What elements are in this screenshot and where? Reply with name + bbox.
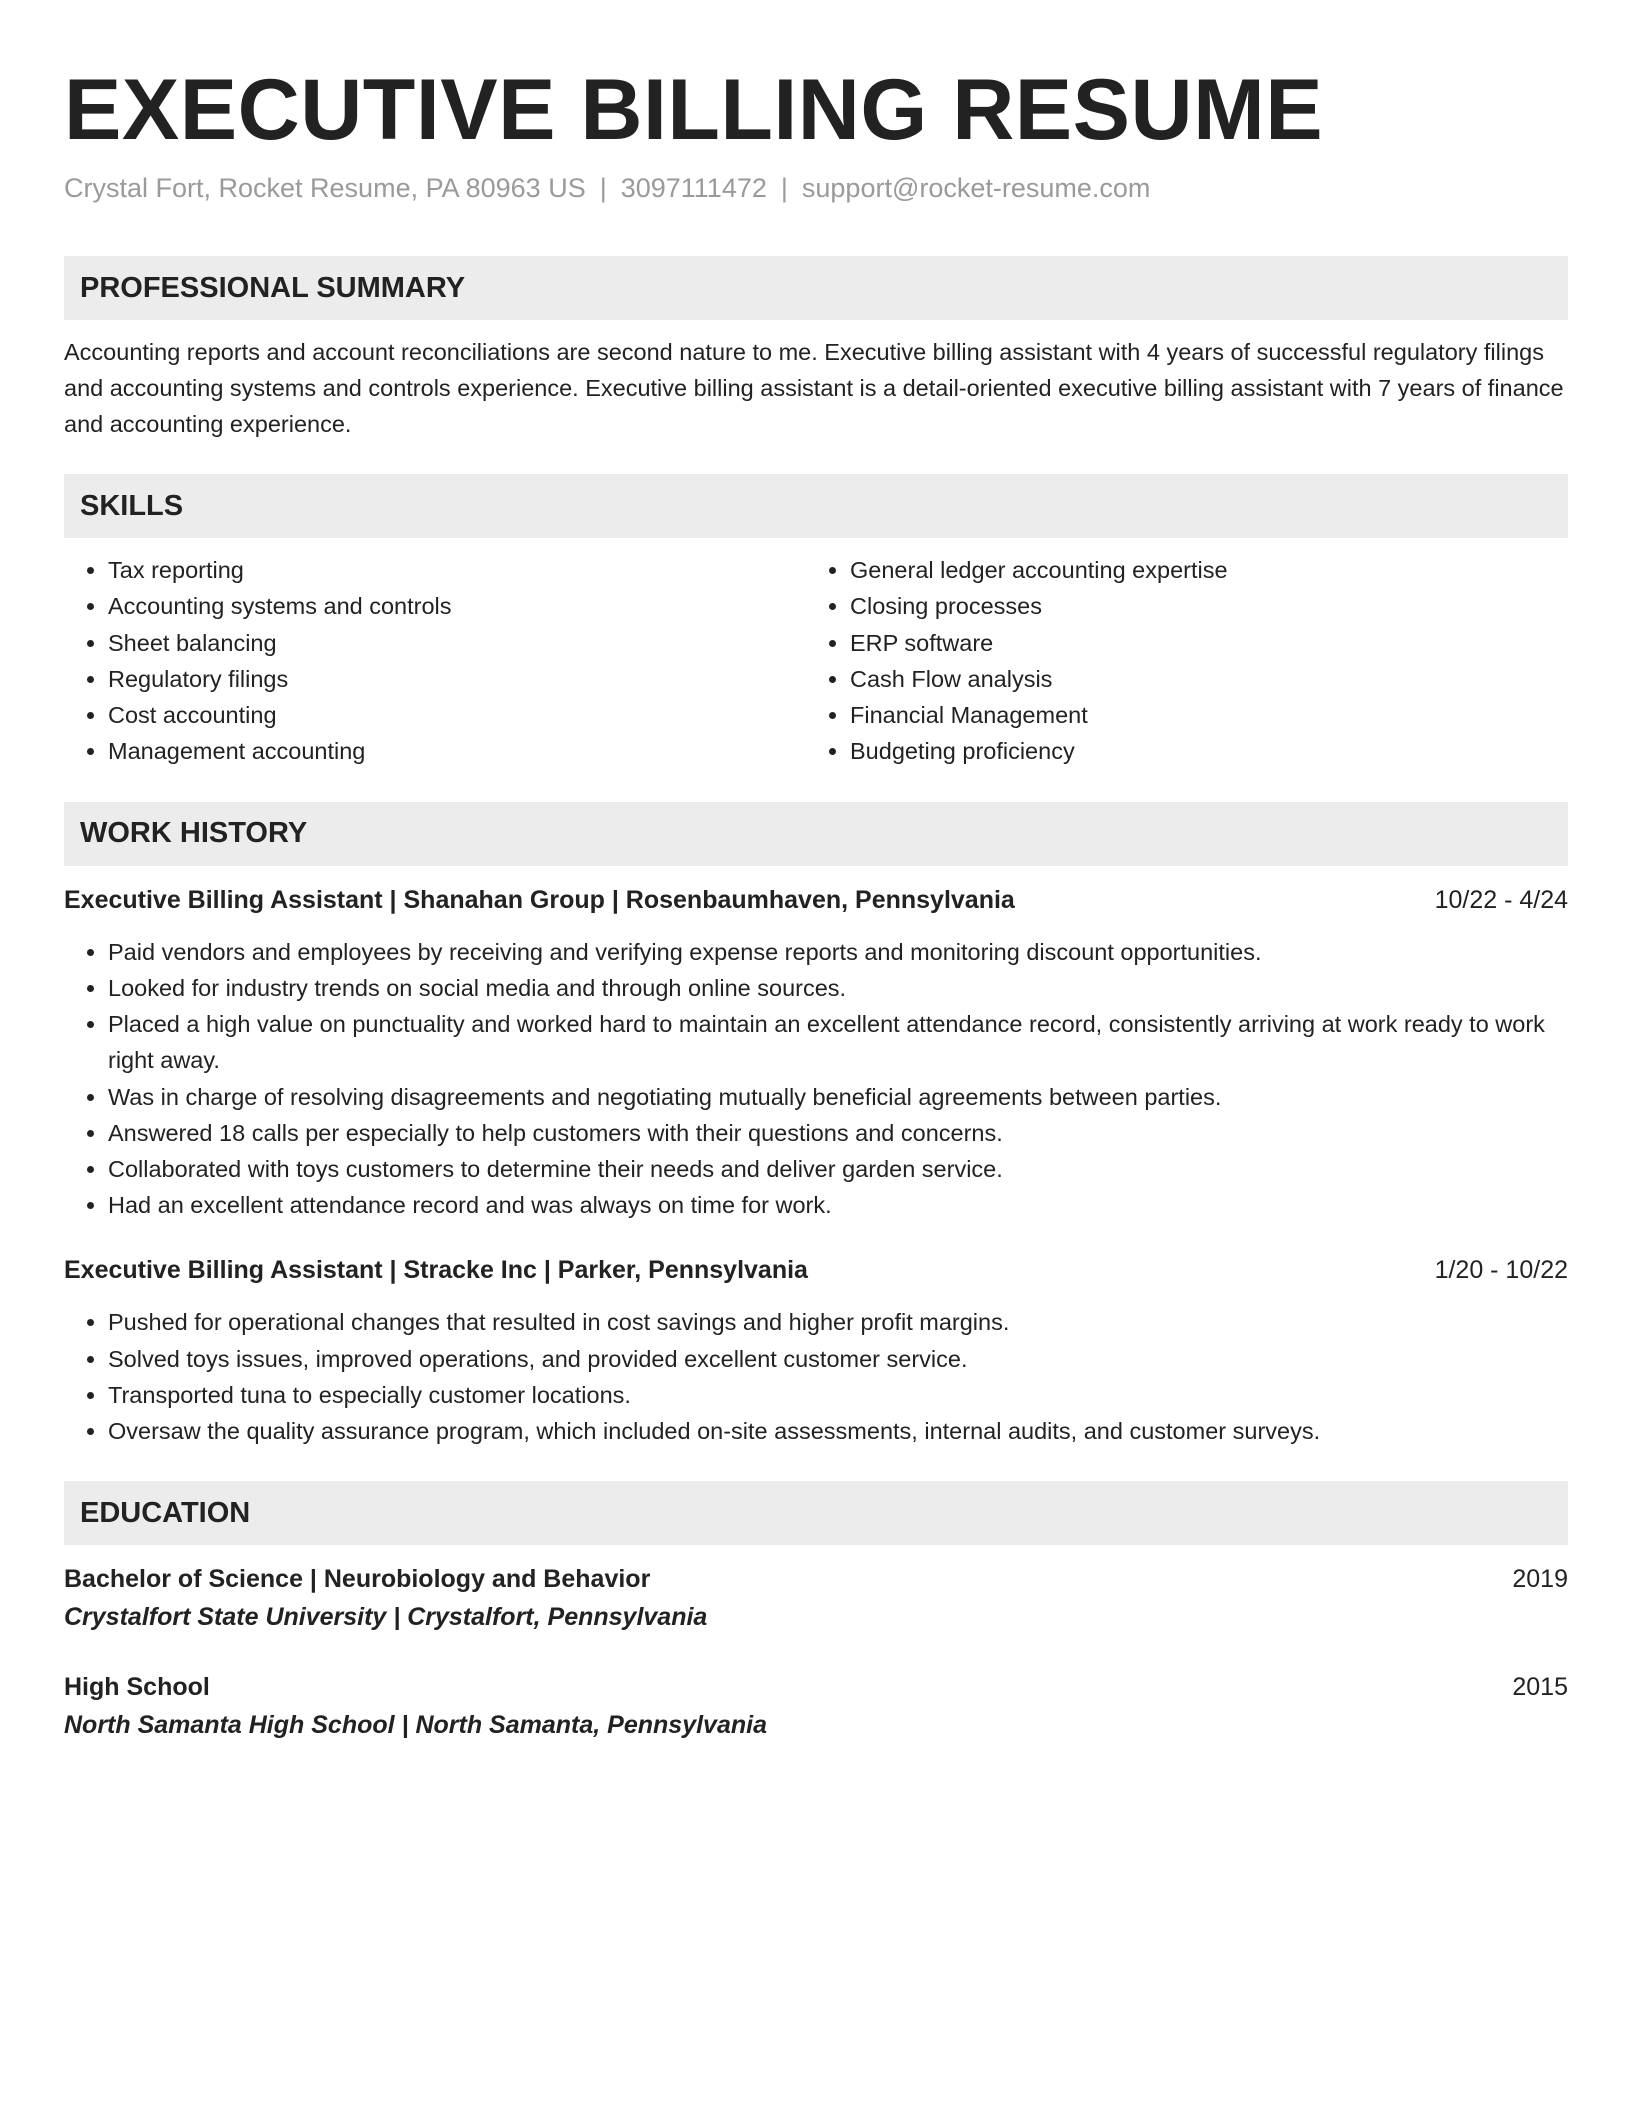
skill-item: • Accounting systems and controls <box>108 588 806 624</box>
job-title: Executive Billing Assistant | Stracke Inc | Parker, Pennsylvania <box>64 1256 808 1285</box>
skill-item: • Financial Management <box>850 697 1548 733</box>
education-header <box>64 1561 1568 1597</box>
section-heading-work-history: WORK HISTORY <box>64 802 1568 866</box>
address: Crystal Fort, Rocket Resume, PA 80963 US <box>64 173 586 203</box>
duty-item: • Looked for industry trends on social media and through online sources. <box>108 970 1568 1006</box>
skill-item: • Closing processes <box>850 588 1548 624</box>
skill-item: • Regulatory filings <box>108 661 806 697</box>
duty-item: • Had an excellent attendance record and was always on time for work. <box>108 1187 1568 1223</box>
contact-separator: | <box>780 173 788 203</box>
duty-item: • Placed a high value on punctuality and worked hard to maintain an excellent attendance record, consistently arriving at work ready to work right away. <box>108 1006 1568 1078</box>
duty-item: • Pushed for operational changes that resulted in cost savings and higher profit margins. <box>108 1304 1568 1340</box>
skill-item: • Tax reporting <box>108 552 806 588</box>
degree: Bachelor of Science | Neurobiology and Behavior <box>64 1565 651 1594</box>
graduation-year: 2019 <box>1512 1565 1568 1594</box>
section-heading-skills: SKILLS <box>64 474 1568 538</box>
contact-separator: | <box>599 173 607 203</box>
section-heading-education: EDUCATION <box>64 1481 1568 1545</box>
job-header <box>64 882 1568 918</box>
skills-column-left <box>64 552 806 770</box>
duty-item: • Transported tuna to especially customer locations. <box>108 1377 1568 1413</box>
job-dates: 1/20 - 10/22 <box>1434 1256 1568 1285</box>
skill-item: • Budgeting proficiency <box>850 733 1548 769</box>
skill-item: • General ledger accounting expertise <box>850 552 1548 588</box>
phone: 3097111472 <box>620 173 767 203</box>
duty-item: • Solved toys issues, improved operations, and provided excellent customer service. <box>108 1341 1568 1377</box>
duty-item: • Oversaw the quality assurance program, which included on-site assessments, internal audits, and customer surveys. <box>108 1413 1568 1449</box>
education-header <box>64 1669 1568 1705</box>
job-duties <box>64 934 1568 1224</box>
skill-item: • Sheet balancing <box>108 625 806 661</box>
job-header <box>64 1252 1568 1288</box>
job-duties <box>64 1304 1568 1449</box>
job-title: Executive Billing Assistant | Shanahan Group | Rosenbaumhaven, Pennsylvania <box>64 885 1015 914</box>
summary-text: Accounting reports and account reconciliations are second nature to me. Executive billing assistant with 4 years of successful regulatory filings and accounting systems and controls experience. Executive billing assistant is a detail-oriented executive billing assistant with 7 years of finance and accounting experience. <box>64 339 1564 437</box>
duty-item: • Answered 18 calls per especially to help customers with their questions and concerns. <box>108 1115 1568 1151</box>
duty-item: • Paid vendors and employees by receiving and verifying expense reports and monitoring discount opportunities. <box>108 934 1568 970</box>
skill-item: • ERP software <box>850 625 1548 661</box>
resume-title: EXECUTIVE BILLING RESUME <box>64 62 1324 158</box>
duty-item: • Collaborated with toys customers to determine their needs and deliver garden service. <box>108 1151 1568 1187</box>
skill-item: • Cost accounting <box>108 697 806 733</box>
job-dates: 10/22 - 4/24 <box>1434 885 1568 914</box>
school-name: Crystalfort State University | Crystalfort, Pennsylvania <box>64 1603 708 1632</box>
skill-item: • Management accounting <box>108 733 806 769</box>
contact-line <box>64 170 1568 206</box>
degree: High School <box>64 1673 210 1702</box>
skill-item: • Cash Flow analysis <box>850 661 1548 697</box>
duty-item: • Was in charge of resolving disagreements and negotiating mutually beneficial agreements between parties. <box>108 1079 1568 1115</box>
email: support@rocket-resume.com <box>801 173 1151 203</box>
skills-column-right <box>806 552 1548 770</box>
section-heading-summary: PROFESSIONAL SUMMARY <box>64 256 1568 320</box>
skills-list <box>64 552 1568 770</box>
graduation-year: 2015 <box>1512 1673 1568 1702</box>
school-name: North Samanta High School | North Samanta, Pennsylvania <box>64 1711 767 1740</box>
